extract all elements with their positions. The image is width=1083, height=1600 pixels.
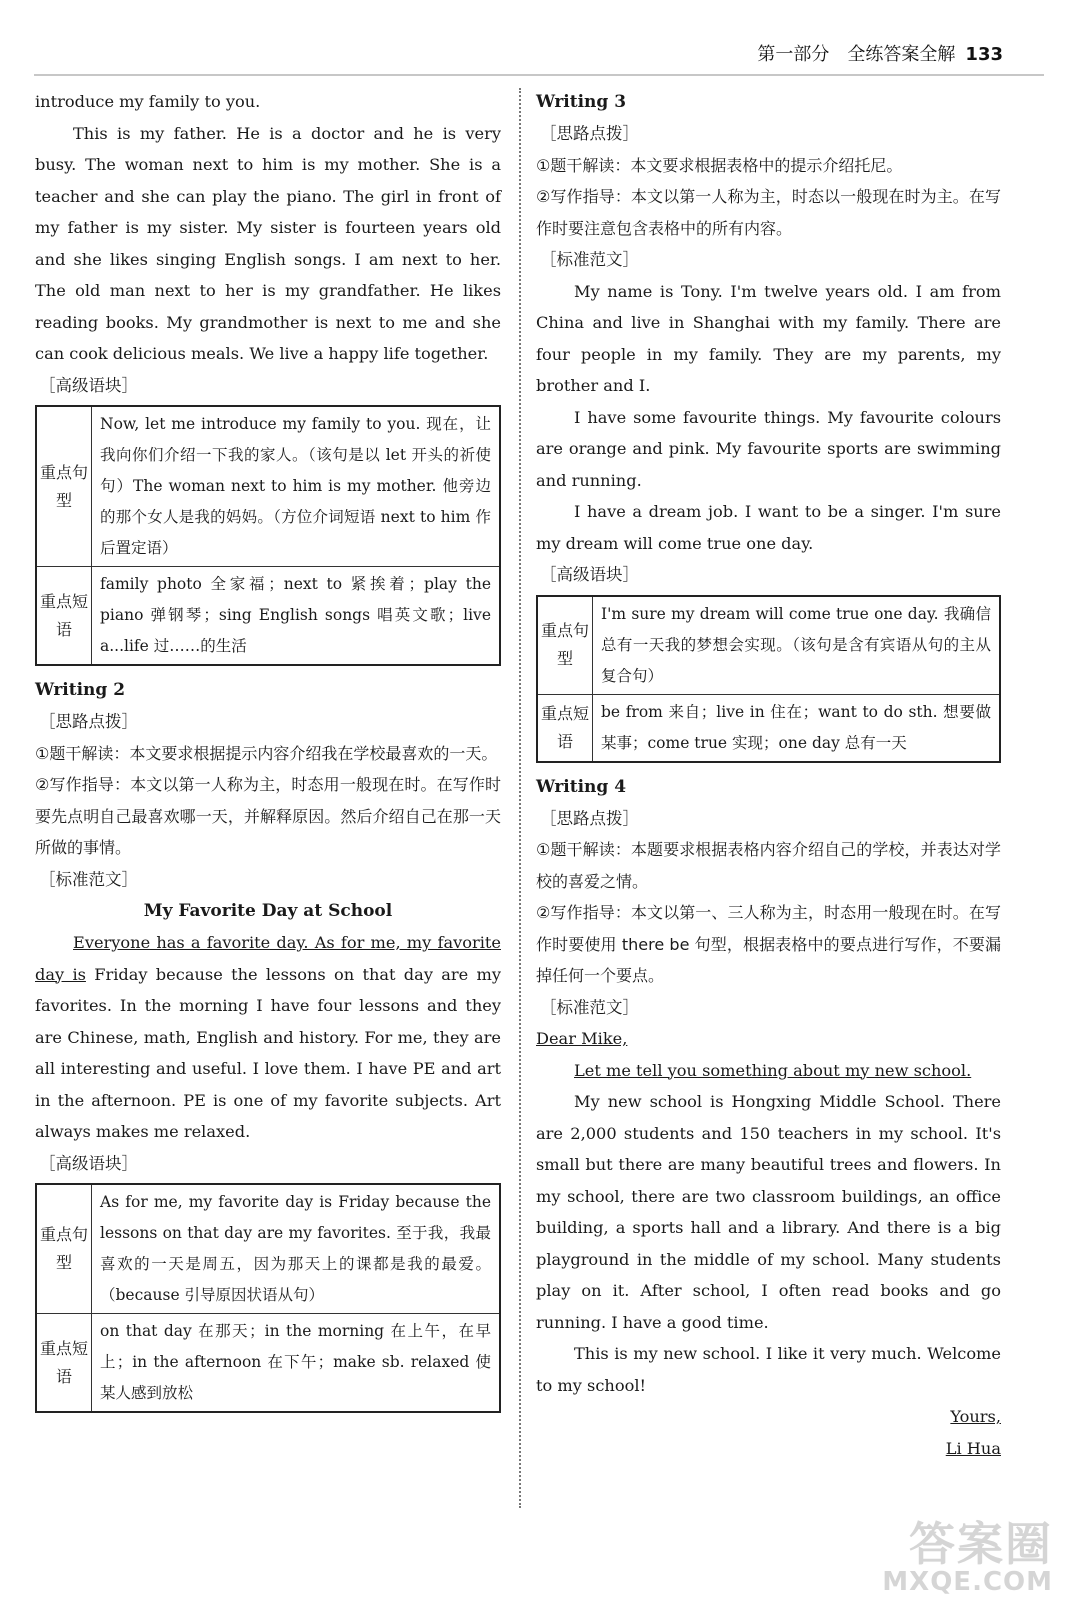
table-row: [36, 1314, 500, 1413]
table-text: Now, let me introduce my family to you. 现在，让我向你们介绍一下我的家人。（该句是以 let 开头的祈使句）The woman next to him is my mother. 他旁边的那个女人是我的妈妈。（方位介词短语 next to him 作后置定语）: [92, 406, 501, 567]
advanced-tag: ［高级语块］: [39, 375, 138, 395]
closing-text: Yours,: [950, 1407, 1001, 1426]
table-row: [537, 694, 1000, 762]
thinking-tag: ［思路点拨］: [540, 808, 639, 828]
table-text: As for me, my favorite day is Friday because the lessons on that day are my favorites. 至于我，我最喜欢的一天是周五，因为那天上的课都是我的最爱。（because 引导原因状语从句）: [92, 1184, 501, 1314]
writing3-think-1: ①题干解读：本文要求根据表格中的提示介绍托尼。: [536, 155, 903, 175]
writing3-think-2: ②写作指导：本文以第一人称为主，时态以一般现在时为主。在写作时要注意包含表格中的所有内容。: [536, 187, 1001, 238]
phrase-table-3: [536, 595, 1001, 763]
advanced-tag: ［高级语块］: [39, 1153, 138, 1173]
writing2-heading: Writing 2: [35, 680, 126, 700]
letter-salutation: [536, 1023, 1001, 1055]
writing3-heading: Writing 3: [536, 92, 627, 112]
table-label: 重点句型: [36, 1184, 92, 1314]
table-row: [36, 1184, 500, 1314]
writing2-essay: [35, 927, 501, 1148]
table-label: 重点句型: [36, 406, 92, 567]
writing3-paragraph-1: My name is Tony. I'm twelve years old. I am from China and live in Shanghai with my family. There are four people in my family. They are my parents, my brother and I.: [536, 281, 1001, 395]
header-rule: [34, 74, 1044, 76]
writing4-think-2: ②写作指导：本文以第一、三人称为主，时态用一般现在时。在写作时要使用 there be 句型，根据表格中的要点进行写作，不要漏掉任何一个要点。: [536, 903, 1001, 985]
model-tag: ［标准范文］: [540, 997, 639, 1017]
table-text: on that day 在那天；in the morning 在上午，在早上；in the afternoon 在下午；make sb. relaxed 使某人感到放松: [92, 1314, 501, 1413]
watermark-logo: [882, 1517, 1053, 1597]
advanced-tag: ［高级语块］: [540, 565, 639, 584]
table-text: be from 来自；live in 住在；want to do sth. 想要做某事；come true 实现；one day 总有一天: [593, 694, 1001, 762]
table-text: I'm sure my dream will come true one day. 我确信总有一天我的梦想会实现。（该句是含有宾语从句的主从复合句）: [593, 596, 1001, 695]
writing4-heading: Writing 4: [536, 776, 627, 797]
page-number: 133: [965, 44, 1003, 65]
essay-body: Friday because the lessons on that day are my favorites. In the morning I have four lessons and they are Chinese, math, English and history. For me, they are all interesting and useful. I love them. I have PE and art in the afternoon. PE is one of my favorite subjects. Art always makes me relaxed.: [35, 964, 501, 1141]
intro-line: introduce my family to you.: [35, 92, 261, 111]
writing4-think-1: ①题干解读：本题要求根据表格内容介绍自己的学校，并表达对学校的喜爱之情。: [536, 840, 1001, 891]
watermark-line2: MXQE.COM: [882, 1567, 1053, 1597]
underlined-salutation: Dear Mike,: [536, 1029, 628, 1048]
table-text: family photo 全家福；next to 紧挨着；play the piano 弹钢琴；sing English songs 唱英文歌；live a...life 过……的生活: [92, 567, 501, 666]
thinking-tag: ［思路点拨］: [540, 124, 639, 143]
writing4-paragraph-1: My new school is Hongxing Middle School. There are 2,000 students and 150 teachers in my school. It's small but there are many beautiful trees and flowers. In my school, there are two classroom buildings, an office building, a sports hall and a library. And there is a big playground in the middle of my school. Many students play on it. After school, I often read books and go running. I have a good time.: [536, 1092, 1001, 1332]
model-tag: ［标准范文］: [540, 250, 639, 269]
right-column: [536, 86, 1001, 1464]
signature-name: Li Hua: [945, 1438, 1001, 1458]
page-header: [757, 40, 1003, 66]
writing2-think-1: ①题干解读：本文要求根据提示内容介绍我在学校最喜欢的一天。: [35, 743, 498, 763]
table-label: 重点短语: [36, 567, 92, 666]
writing1-paragraph: This is my father. He is a doctor and he is very busy. The woman next to him is my mother. She is a teacher and she can play the piano. The girl in front of my father is my sister. My sister is fourteen years old and she likes singing English songs. I am next to her. The old man next to her is my grandfather. He likes reading books. My grandmother is next to me and she can cook delicious meals. We live a happy life together.: [35, 123, 501, 363]
model-tag: ［标准范文］: [39, 869, 138, 889]
phrase-table-2: [35, 1183, 501, 1413]
writing2-think-2: ②写作指导：本文以第一人称为主，时态用一般现在时。在写作时要先点明自己最喜欢哪一天，并解释原因。然后介绍自己在那一天所做的事情。: [35, 775, 501, 857]
essay-title: My Favorite Day at School: [143, 901, 393, 921]
section-title: 第一部分 全练答案全解: [757, 44, 956, 65]
phrase-table-1: [35, 405, 501, 666]
table-label: 重点短语: [537, 694, 593, 762]
table-label: 重点短语: [36, 1314, 92, 1413]
table-row: [537, 596, 1000, 695]
letter-opening: [536, 1055, 1001, 1087]
letter-closing: [536, 1401, 1001, 1433]
letter-signature: [536, 1433, 1001, 1465]
watermark-line1: 答案圈: [909, 1517, 1053, 1571]
writing3-paragraph-3: I have a dream job. I want to be a singer. I'm sure my dream will come true one day.: [536, 502, 1001, 553]
writing3-paragraph-2: I have some favourite things. My favourite colours are orange and pink. My favourite sports are swimming and running.: [536, 407, 1001, 490]
writing4-paragraph-2: This is my new school. I like it very much. Welcome to my school!: [536, 1344, 1001, 1395]
thinking-tag: ［思路点拨］: [39, 712, 138, 731]
table-label: 重点句型: [537, 596, 593, 695]
underlined-opening: Let me tell you something about my new school.: [574, 1060, 972, 1080]
column-divider: [519, 88, 521, 1508]
underlined-topic-sentence: Everyone has a favorite day. As for me, my favorite day is: [35, 933, 501, 984]
left-column: [35, 86, 501, 1421]
table-row: [36, 406, 500, 567]
table-row: [36, 567, 500, 666]
